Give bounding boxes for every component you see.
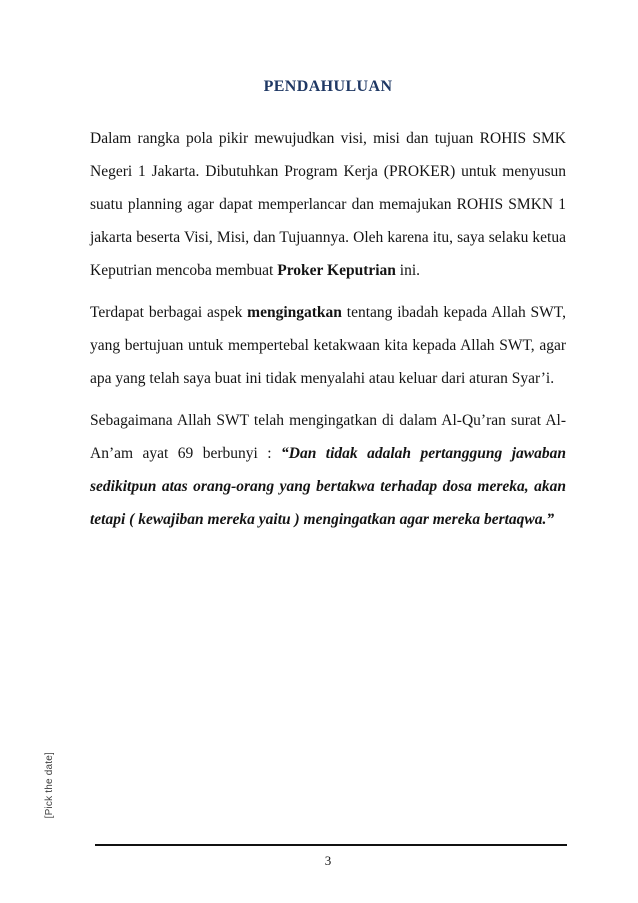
- page-number: 3: [324, 853, 332, 868]
- sidebar-date-placeholder: [Pick the date]: [44, 752, 55, 819]
- text-run: ini.: [395, 262, 421, 279]
- text-run-bold: mengingatkan: [247, 304, 342, 321]
- paragraph-2: [90, 296, 566, 395]
- text-run: tentang ibadah kepada Allah SWT, yang bertujuan untuk mempertebal ketakwaan kita kepada Allah SWT, agar apa yang telah saya buat ini tidak menyalahi atau keluar dari aturan Syar’i.: [90, 304, 566, 387]
- text-run-bold-italic: “Dan tidak adalah pertanggung jawaban sedikitpun atas orang-orang yang bertakwa terhadap dosa mereka, akan tetapi ( kewajiban mereka yaitu ) mengingatkan agar mereka bertaqwa.”: [90, 445, 567, 528]
- page-title: PENDAHULUAN: [263, 78, 393, 95]
- text-run: Dalam rangka pola pikir mewujudkan visi, misi dan tujuan ROHIS SMK Negeri 1 Jakarta. Dibutuhkan Program Kerja (PROKER) untuk menyusun suatu planning agar dapat memperlancar dan memajukan ROHIS SMKN 1 jakarta beserta Visi, Misi, dan Tujuannya. Oleh karena itu, saya selaku ketua Keputrian mencoba membuat: [90, 130, 566, 279]
- document-body: [90, 78, 566, 545]
- footer-divider: [95, 844, 567, 846]
- text-run: Terdapat berbagai aspek: [90, 304, 248, 321]
- text-run: Sebagaimana Allah SWT telah mengingatkan di dalam Al-Qu’ran surat Al-An’am ayat 69 berbunyi :: [90, 412, 566, 462]
- paragraph-3: [90, 404, 566, 536]
- text-run-bold: Proker Keputrian: [277, 262, 396, 279]
- paragraph-1: [90, 122, 566, 287]
